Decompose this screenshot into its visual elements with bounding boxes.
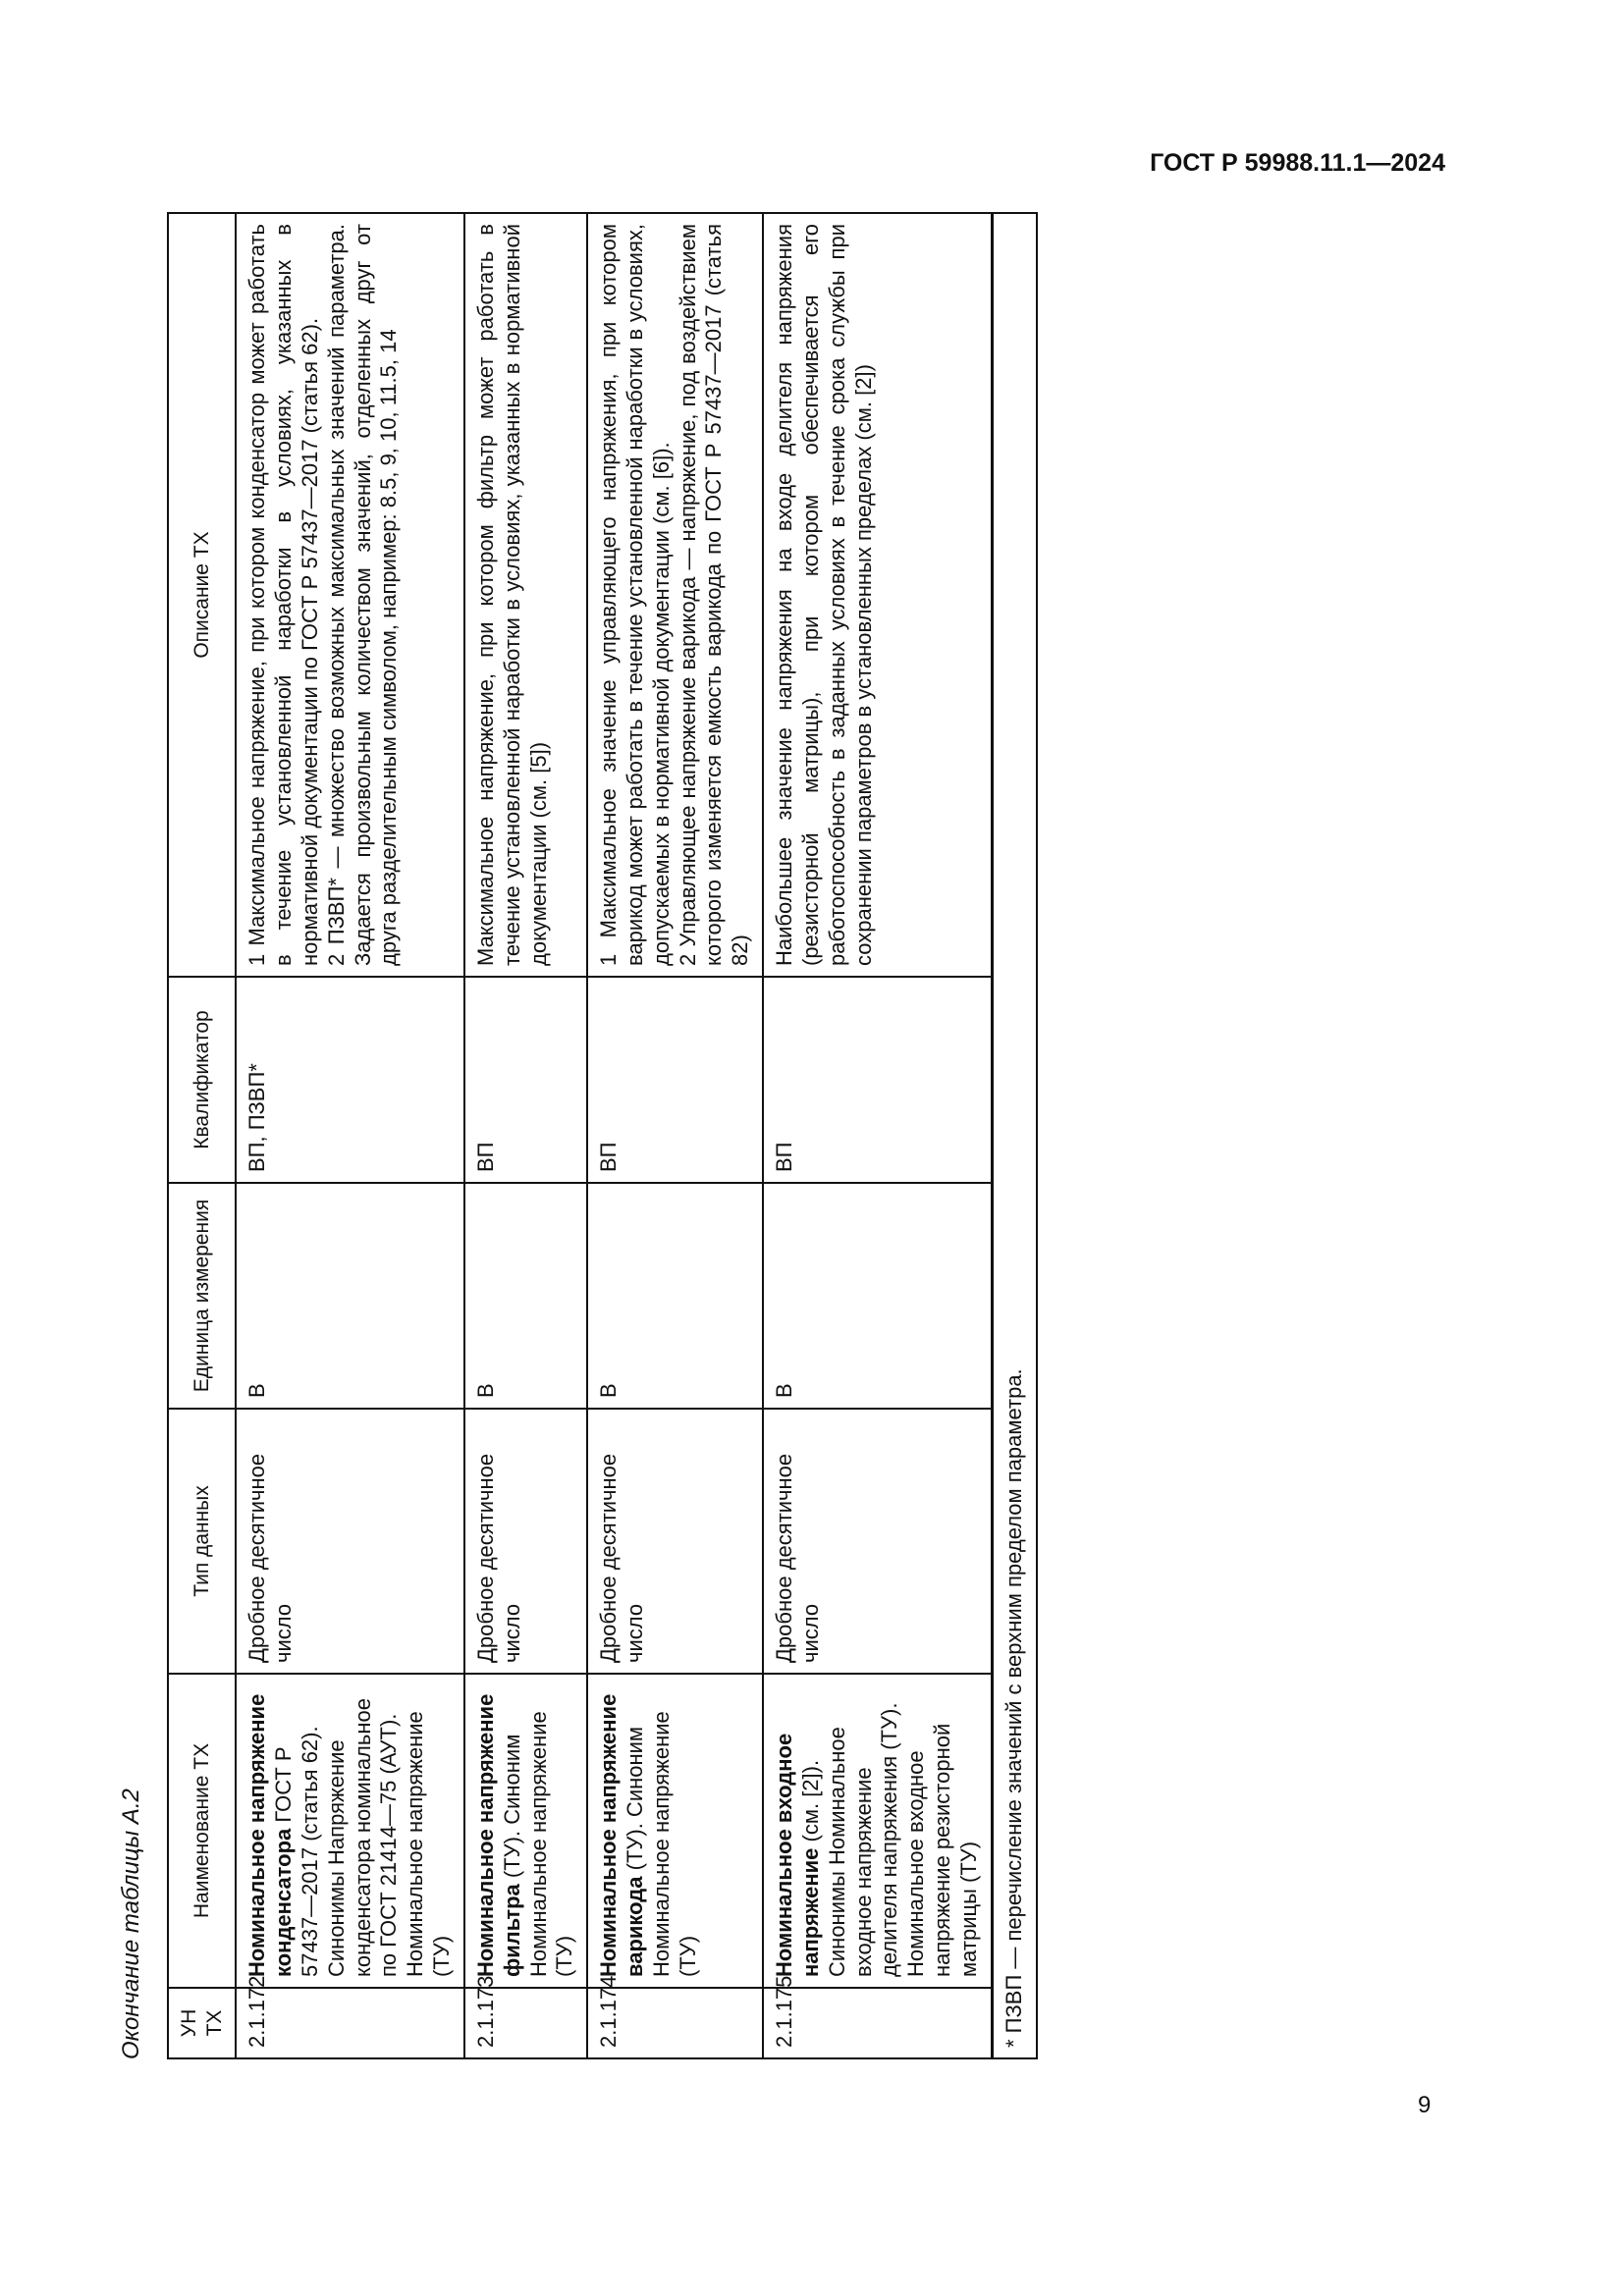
name-bold: Номинальное входное напряжение: [772, 1733, 823, 1977]
name-rest: (см. [2]). Синонимы Номинальное входное напряжение делителя напряжения (ТУ). Номинальное входное напряжение резисторной матрицы (ТУ): [797, 1702, 981, 1977]
table-header-row: [168, 213, 236, 2058]
footnote-row: [992, 213, 1036, 2058]
name-rest: (ТУ). Синоним Номинальное напряжение (ТУ): [622, 1711, 700, 1977]
cell-id: 2.1.172: [236, 1988, 464, 2058]
cell-unit: В: [763, 1183, 992, 1409]
cell-type: Дробное десятичное число: [464, 1409, 587, 1674]
cell-qualifier: ВП: [587, 977, 763, 1183]
name-bold: Номинальное напряжение варикода: [596, 1693, 647, 1977]
table-row: [236, 213, 464, 2058]
name-rest: (ТУ). Синоним Номинальное напряжение (ТУ): [499, 1711, 577, 1977]
cell-type: Дробное десятичное число: [763, 1409, 992, 1674]
col-header-qualifier: Квалификатор: [168, 977, 236, 1183]
cell-name: [587, 1674, 763, 1988]
rotated-table-block: [118, 214, 1296, 2059]
cell-description: [464, 213, 587, 977]
table-row: [587, 213, 763, 2058]
col-header-name: Наименование ТХ: [168, 1674, 236, 1988]
table-row: [763, 213, 992, 2058]
table-caption: Окончание таблицы А.2: [118, 1789, 144, 2059]
page-number: 9: [1418, 2092, 1432, 2118]
table-row: [464, 213, 587, 2058]
cell-unit: В: [464, 1183, 587, 1409]
cell-unit: В: [236, 1183, 464, 1409]
desc-part-2: 2 ПЗВП* — множество возможных максимальных значений параметра. Задается произвольным количеством значений, отделенных друг от друга разделительным символом, например: 8.5, 9, 10, 11.5, 14: [323, 224, 402, 966]
desc-part-2: 2 Управляющее напряжение варикода — напряжение, под воздействием которого изменяется емкость варикода по ГОСТ Р 57437—2017 (статья 82): [675, 224, 753, 966]
cell-name: [464, 1674, 587, 1988]
cell-qualifier: ВП: [763, 977, 992, 1183]
cell-description: [587, 213, 763, 977]
cell-description: [763, 213, 992, 977]
table-footnote: * ПЗВП — перечисление значений с верхним пределом параметра.: [992, 213, 1036, 2058]
desc-part-1: 1 Максимальное значение управляющего напряжения, при котором варикод может работать в течение установленной наработки в условиях, допускаемых в нормативной документации (см. [6]).: [596, 224, 674, 966]
desc-part-1: Наибольшее значение напряжения на входе делителя напряжения (резисторной матрицы), при котором обеспечивается его работоспособность в заданных условиях в течение срока службы при сохранении параметров в установленных пределах (см. [2]): [772, 224, 876, 966]
cell-id: 2.1.173: [464, 1988, 587, 2058]
name-rest: ГОСТ Р 57437—2017 (статья 62). Синонимы Напряжение конденсатора номинальное по ГОСТ 21414—75 (АУТ). Номинальное напряжение (ТУ): [271, 1698, 455, 1977]
name-bold: Номинальное напряжение конденсатора: [244, 1693, 297, 1977]
col-header-id: УН ТХ: [168, 1988, 236, 2058]
cell-unit: В: [587, 1183, 763, 1409]
desc-part-1: 1 Максимальное напряжение, при котором конденсатор может работать в течение установленной наработки в условиях, указанных в нормативной документации по ГОСТ Р 57437—2017 (статья 62).: [244, 224, 322, 966]
col-header-description: Описание ТХ: [168, 213, 236, 977]
characteristics-table: [167, 212, 1038, 2059]
cell-id: 2.1.174: [587, 1988, 763, 2058]
cell-type: Дробное десятичное число: [236, 1409, 464, 1674]
cell-name: [236, 1674, 464, 1988]
cell-qualifier: ВП: [464, 977, 587, 1183]
desc-part-1: Максимальное напряжение, при котором фильтр может работать в течение установленной наработки в условиях, указанных в нормативной документации (см. [5]): [472, 224, 551, 966]
cell-type: Дробное десятичное число: [587, 1409, 763, 1674]
document-header: ГОСТ Р 59988.11.1—2024: [1150, 149, 1445, 177]
col-header-type: Тип данных: [168, 1409, 236, 1674]
cell-description: [236, 213, 464, 977]
name-bold: Номинальное напряжение фильтра: [472, 1693, 524, 1977]
cell-qualifier: ВП, ПЗВП*: [236, 977, 464, 1183]
cell-name: [763, 1674, 992, 1988]
col-header-unit: Единица измерения: [168, 1183, 236, 1409]
cell-id: 2.1.175: [763, 1988, 992, 2058]
